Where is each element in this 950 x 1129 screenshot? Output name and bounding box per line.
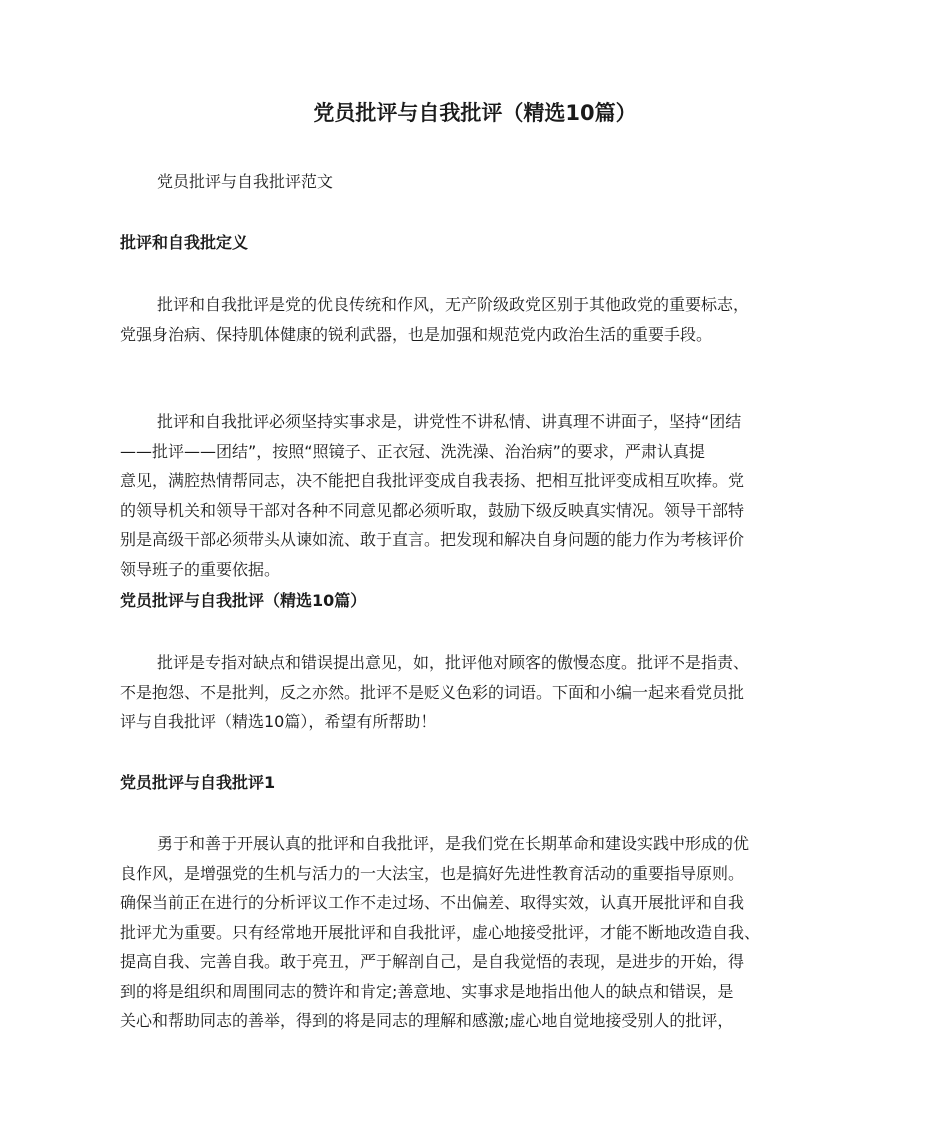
- paragraph: [120, 407, 850, 584]
- document-subtitle: 党员批评与自我批评范文: [157, 172, 334, 191]
- paragraph-line: 意见，满腔热情帮同志，决不能把自我批评变成自我表扬、把相互批评变成相互吹捧。党: [120, 471, 745, 490]
- paragraph-line: 关心和帮助同志的善举，得到的将是同志的理解和感激;虚心地自觉地接受别人的批评，: [120, 1011, 734, 1030]
- paragraph-line: 到的将是组织和周围同志的赞许和肯定;善意地、实事求是地指出他人的缺点和错误，是: [120, 981, 734, 1001]
- paragraph-line: 勇于和善于开展认真的批评和自我批评，是我们党在长期革命和建设实践中形成的优: [157, 834, 750, 853]
- paragraph-line: 批评尤为重要。只有经常地开展批评和自我批评，虚心地接受批评，才能不断地改造自我、: [120, 922, 761, 942]
- paragraph-line: 批评和自我批评是党的优良传统和作风，无产阶级政党区别于其他政党的重要标志，: [157, 295, 750, 314]
- paragraph-line: 评与自我批评（精选10篇），希望有所帮助！: [120, 712, 437, 731]
- paragraph-line: 领导班子的重要依据。: [120, 559, 281, 579]
- paragraph-line: 确保当前正在进行的分析评议工作不走过场、不出偏差、取得实效，认真开展批评和自我: [120, 893, 745, 912]
- paragraph-line: 批评和自我批评必须坚持实事求是，讲党性不讲私情、讲真理不讲面子，坚持“团结: [157, 412, 742, 431]
- section-heading: 党员批评与自我批评1: [120, 773, 276, 792]
- document-title: 党员批评与自我批评（精选10篇）: [313, 101, 637, 125]
- paragraph-line: 提高自我、完善自我。敢于亮丑，严于解剖自己，是自我觉悟的表现，是进步的开始，得: [120, 952, 745, 971]
- paragraph-line: 的领导机关和领导干部对各种不同意见都必须听取，鼓励下级反映真实情况。领导干部特: [120, 500, 745, 520]
- paragraph: [120, 290, 850, 349]
- section-heading: 党员批评与自我批评（精选10篇）: [120, 591, 367, 610]
- paragraph-line: 别是高级干部必须带头从谏如流、敢于直言。把发现和解决自身问题的能力作为考核评价: [120, 530, 745, 549]
- paragraph: [120, 648, 850, 737]
- paragraph-line: 党强身治病、保持肌体健康的锐利武器，也是加强和规范党内政治生活的重要手段。: [120, 324, 713, 344]
- paragraph-line: 不是抱怨、不是批判，反之亦然。批评不是贬义色彩的词语。下面和小编一起来看党员批: [120, 682, 745, 702]
- paragraph: [120, 829, 850, 1036]
- paragraph-line: ——批评——团结”，按照“照镜子、正衣冠、洗洗澡、治治病”的要求，严肃认真提: [120, 441, 705, 461]
- paragraph-line: 批评是专指对缺点和错误提出意见，如，批评他对顾客的傲慢态度。批评不是指责、: [157, 653, 750, 672]
- paragraph-line: 良作风，是增强党的生机与活力的一大法宝，也是搞好先进性教育活动的重要指导原则。: [120, 863, 745, 883]
- section-heading: 批评和自我批定义: [120, 233, 249, 252]
